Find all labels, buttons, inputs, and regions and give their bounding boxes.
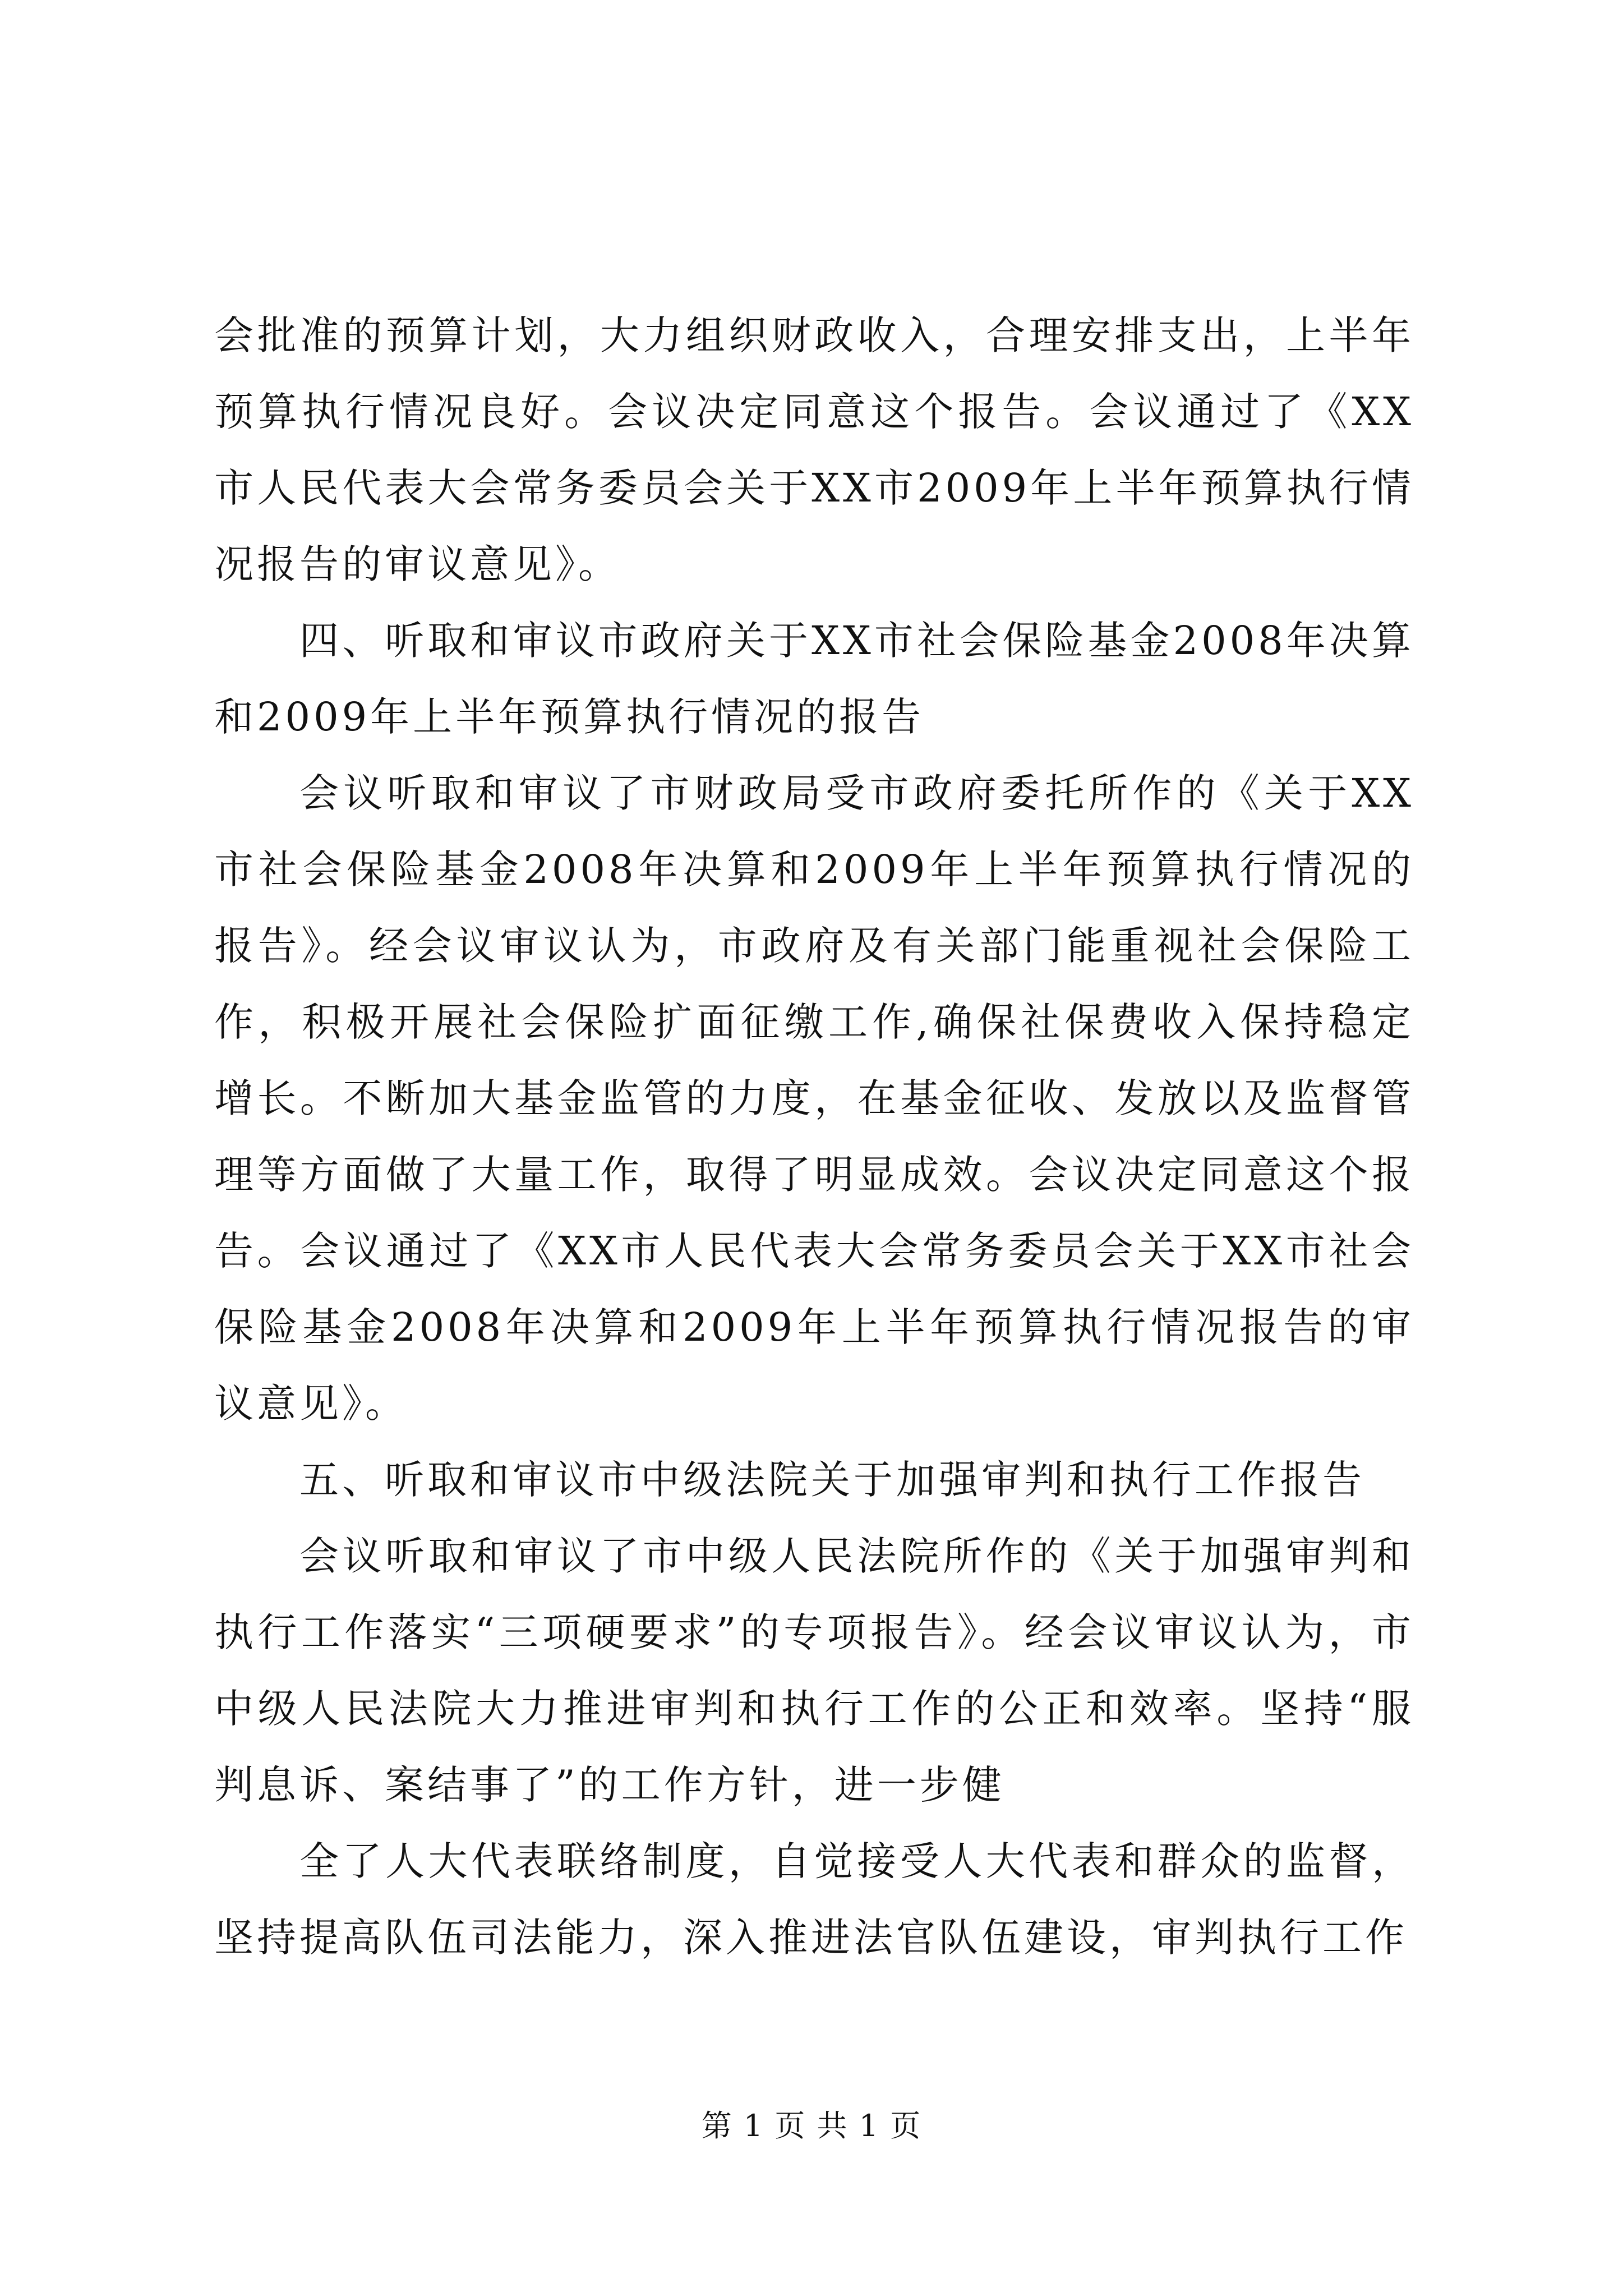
- paragraph-court-continued: 全了人大代表联络制度，自觉接受人大代表和群众的监督，坚持提高队伍司法能力，深入推进法官队伍建设，审判执行工作: [214, 1838, 1414, 1961]
- document-body: [214, 297, 1414, 1976]
- paragraph-social-insurance: 会议听取和审议了市财政局受市政府委托所作的《关于XX市社会保险基金2008年决算和2009年上半年预算执行情况的报告》。经会议审议认为，市政府及有关部门能重视社会保险工作，积极开展社会保险扩面征缴工作,确保社保费收入保持稳定增长。不断加大基金监管的力度，在基金征收、发放以及监督管理等方面做了大量工作，取得了明显成效。会议决定同意这个报告。会议通过了《XX市人民代表大会常务委员会关于XX市社会保险基金2008年决算和2009年上半年预算执行情况报告的审议意见》。: [214, 770, 1414, 1427]
- heading-item-four: 四、听取和审议市政府关于XX市社会保险基金2008年决算和2009年上半年预算执行情况的报告: [214, 618, 1414, 740]
- heading-item-five: 五、听取和审议市中级法院关于加强审判和执行工作报告: [299, 1457, 1365, 1503]
- page-footer: 第 1 页 共 1 页: [701, 2108, 922, 2143]
- paragraph-court-report: 会议听取和审议了市中级人民法院所作的《关于加强审判和执行工作落实“三项硬要求”的专项报告》。经会议审议认为，市中级人民法院大力推进审判和执行工作的公正和效率。坚持“服判息诉、案结事了”的工作方针，进一步健: [214, 1533, 1414, 1808]
- paragraph-budget-approval: 会批准的预算计划，大力组织财政收入，合理安排支出，上半年预算执行情况良好。会议决定同意这个报告。会议通过了《XX市人民代表大会常务委员会关于XX市2009年上半年预算执行情况报告的审议意见》。: [214, 312, 1414, 587]
